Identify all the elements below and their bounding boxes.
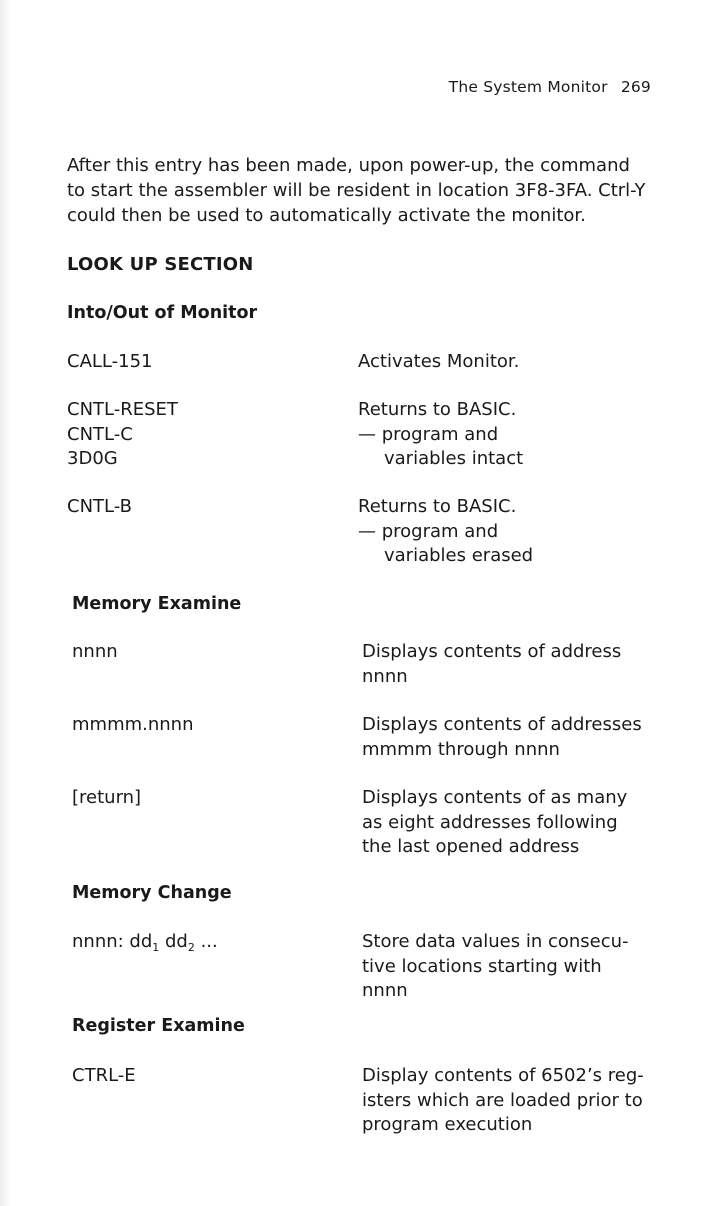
description-call-151: Activates Monitor. xyxy=(358,351,520,372)
description-line: mmmm through nnnn xyxy=(362,738,560,760)
command-mid: dd xyxy=(159,931,188,952)
description-line: as eight addresses following xyxy=(362,811,618,833)
description-return xyxy=(362,786,682,860)
intro-line: could then be used to automatically activate the monitor. xyxy=(67,205,586,226)
page-number: 269 xyxy=(620,78,651,96)
description-memory-change xyxy=(362,930,682,1004)
command-nnnn: nnnn xyxy=(72,641,118,662)
description-line: tive locations starting with xyxy=(362,955,602,977)
description-ctrl-e xyxy=(362,1064,682,1138)
description-line: isters which are loaded prior to xyxy=(362,1089,643,1111)
description-line: Returns to BASIC. xyxy=(358,399,517,420)
description-line: program execution xyxy=(362,1114,533,1135)
command-cntl-c: CNTL-C xyxy=(67,423,133,445)
subscript-1: 1 xyxy=(152,941,160,954)
subhead-memory-change: Memory Change xyxy=(72,883,232,903)
description-line: Displays contents of as many xyxy=(362,787,628,808)
subhead-memory-examine: Memory Examine xyxy=(72,594,242,614)
command-cntl-reset: CNTL-RESET xyxy=(67,399,178,420)
command-memory-change xyxy=(72,930,312,961)
command-call-151: CALL-151 xyxy=(67,351,153,372)
section-title: LOOK UP SECTION xyxy=(67,254,254,275)
description-mmmm-nnnn xyxy=(362,713,682,762)
command-cntl-b: CNTL-B xyxy=(67,496,132,517)
description-line: — program and xyxy=(358,423,499,445)
description-line: Displays contents of address xyxy=(362,641,622,662)
subhead-register-examine: Register Examine xyxy=(72,1016,245,1036)
description-line: Returns to BASIC. xyxy=(358,496,517,517)
description-line: the last opened address xyxy=(362,836,580,857)
description-line: Displays contents of addresses xyxy=(362,714,642,735)
command-mmmm-nnnn: mmmm.nnnn xyxy=(72,714,194,735)
description-line: variables erased xyxy=(384,545,534,566)
command-ctrl-e: CTRL-E xyxy=(72,1065,136,1086)
command-suffix: ... xyxy=(194,931,218,952)
description-reset-group xyxy=(358,398,678,472)
description-line: Display contents of 6502’s reg- xyxy=(362,1065,644,1086)
running-head-title: The System Monitor xyxy=(448,78,608,96)
description-line: nnnn xyxy=(362,665,408,687)
running-head xyxy=(449,78,651,96)
intro-paragraph xyxy=(67,153,657,228)
description-nnnn xyxy=(362,640,682,689)
description-line: nnnn xyxy=(362,980,408,1001)
subhead-into-out-of-monitor: Into/Out of Monitor xyxy=(67,303,258,323)
description-line: Store data values in consecu- xyxy=(362,931,629,952)
intro-line: After this entry has been made, upon power-up, the command xyxy=(67,155,630,176)
command-3d0g: 3D0G xyxy=(67,448,118,469)
command-prefix: nnnn: dd xyxy=(72,931,153,952)
intro-line: to start the assembler will be resident in location 3F8-3FA. Ctrl-Y xyxy=(67,180,646,201)
command-group-reset xyxy=(67,398,307,472)
subscript-2: 2 xyxy=(187,941,195,954)
description-line: — program and xyxy=(358,520,499,542)
page-edge xyxy=(0,0,10,1206)
command-return: [return] xyxy=(72,787,142,808)
description-cntl-b xyxy=(358,495,678,569)
description-line: variables intact xyxy=(384,448,524,469)
